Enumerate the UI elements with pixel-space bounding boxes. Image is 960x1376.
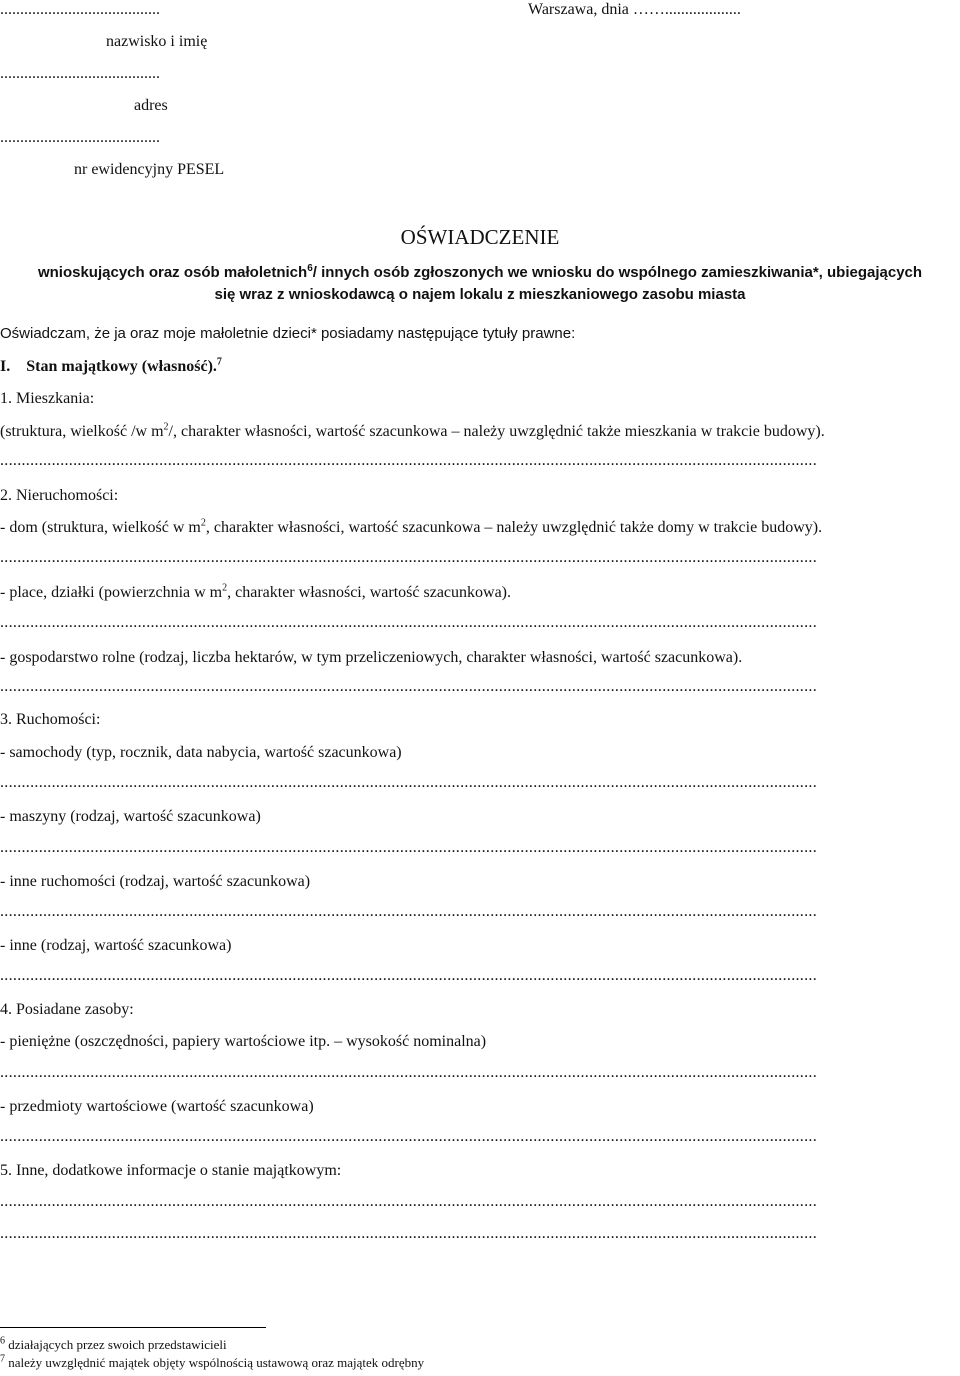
fill-line-5[interactable]: .............................................................................................................................................................................................. — [0, 776, 817, 790]
item-2-plots-b: , charakter własności, wartość szacunkowa). — [227, 584, 512, 601]
fill-line-9[interactable]: .............................................................................................................................................................................................. — [0, 1066, 817, 1080]
section-number: I. — [0, 358, 11, 375]
fill-line-6[interactable]: .............................................................................................................................................................................................. — [0, 841, 817, 855]
subtitle-line2: się wraz z wnioskodawcą o najem lokalu z mieszkaniowego zasobu miasta — [214, 286, 746, 303]
fill-line-7[interactable]: .............................................................................................................................................................................................. — [0, 905, 817, 919]
item-2-plots-a: - place, działki (powierzchnia w m — [0, 584, 223, 601]
item-4-title: 4. Posiadane zasoby: — [0, 1001, 134, 1018]
intro-statement: Oświadczam, że ja oraz moje małoletnie dzieci* posiadamy następujące tytuły prawne: — [0, 325, 576, 342]
item-1-desc-sup: 2 — [163, 421, 169, 433]
item-2-title: 2. Nieruchomości: — [0, 487, 119, 504]
item-2-plots — [0, 583, 511, 603]
footnote-6-number: 6 — [0, 1335, 5, 1347]
footnote-7-number: 7 — [0, 1353, 5, 1365]
item-1-title: 1. Mieszkania: — [0, 390, 95, 407]
footnote-7 — [0, 1355, 424, 1371]
item-1-desc-a: (struktura, wielkość /w m — [0, 423, 164, 440]
item-3-cars: - samochody (typ, rocznik, data nabycia, wartość szacunkowa) — [0, 744, 402, 761]
item-3-machines: - maszyny (rodzaj, wartość szacunkowa) — [0, 808, 261, 825]
pesel-label: nr ewidencyjny PESEL — [74, 161, 225, 178]
item-3-other: - inne (rodzaj, wartość szacunkowa) — [0, 937, 232, 954]
subtitle-line1-a: wnioskujących oraz osób małoletnich — [37, 264, 308, 281]
fill-line-8[interactable]: .............................................................................................................................................................................................. — [0, 969, 817, 983]
city-date: Warszawa, dnia ……................... — [528, 1, 741, 18]
item-2-house-b: , charakter własności, wartość szacunkowa – należy uwzględnić także domy w trakcie budowy). — [205, 519, 823, 536]
fill-line-1[interactable]: .............................................................................................................................................................................................. — [0, 454, 817, 468]
footnote-ref-7: 7 — [216, 356, 222, 368]
fill-line-10[interactable]: .............................................................................................................................................................................................. — [0, 1130, 817, 1144]
document-subtitle — [0, 262, 960, 306]
item-5-title: 5. Inne, dodatkowe informacje o stanie majątkowym: — [0, 1162, 342, 1179]
item-2-plots-sup: 2 — [222, 582, 228, 594]
fill-line-3[interactable]: .............................................................................................................................................................................................. — [0, 616, 817, 630]
footnote-6 — [0, 1337, 227, 1353]
item-2-house-a: - dom (struktura, wielkość w m — [0, 519, 201, 536]
item-3-title: 3. Ruchomości: — [0, 711, 101, 728]
name-label: nazwisko i imię — [106, 33, 208, 50]
item-4-valuables: - przedmioty wartościowe (wartość szacunkowa) — [0, 1098, 314, 1115]
item-1-desc-b: /, charakter własności, wartość szacunkowa – należy uwzględnić także mieszkania w trakcie budowy). — [168, 423, 825, 440]
fill-line-4[interactable]: .............................................................................................................................................................................................. — [0, 680, 817, 694]
item-1-description — [0, 422, 825, 442]
item-4-money: - pieniężne (oszczędności, papiery wartościowe itp. – wysokość nominalna) — [0, 1033, 487, 1050]
document-title: OŚWIADCZENIE — [400, 225, 560, 249]
pesel-dots: ........................................ — [0, 129, 160, 146]
footnote-7-text: należy uwzględnić majątek objęty wspólnością ustawową oraz majątek odrębny — [5, 1355, 425, 1370]
address-label: adres — [134, 97, 168, 114]
fill-line-2[interactable]: .............................................................................................................................................................................................. — [0, 551, 817, 565]
item-2-house-sup: 2 — [200, 517, 206, 529]
subtitle-line1-b: / innych osób zgłoszonych we wniosku do wspólnego zamieszkiwania*, ubiegających — [312, 264, 923, 281]
address-dots: ........................................ — [0, 65, 160, 82]
section-title: Stan majątkowy (własność). — [26, 358, 217, 375]
item-2-farm: - gospodarstwo rolne (rodzaj, liczba hektarów, w tym przeliczeniowych, charakter własności, wartość szacunkowa). — [0, 649, 743, 666]
footnote-separator — [0, 1327, 266, 1328]
section-heading — [0, 357, 222, 377]
item-2-house — [0, 518, 822, 538]
fill-line-11[interactable]: .............................................................................................................................................................................................. — [0, 1195, 817, 1209]
footnote-ref-6: 6 — [307, 263, 313, 274]
name-dots: ........................................ — [0, 1, 160, 18]
fill-line-12[interactable]: .............................................................................................................................................................................................. — [0, 1227, 817, 1241]
item-3-other-movables: - inne ruchomości (rodzaj, wartość szacunkowa) — [0, 873, 311, 890]
footnote-6-text: działających przez swoich przedstawicieli — [5, 1337, 227, 1352]
